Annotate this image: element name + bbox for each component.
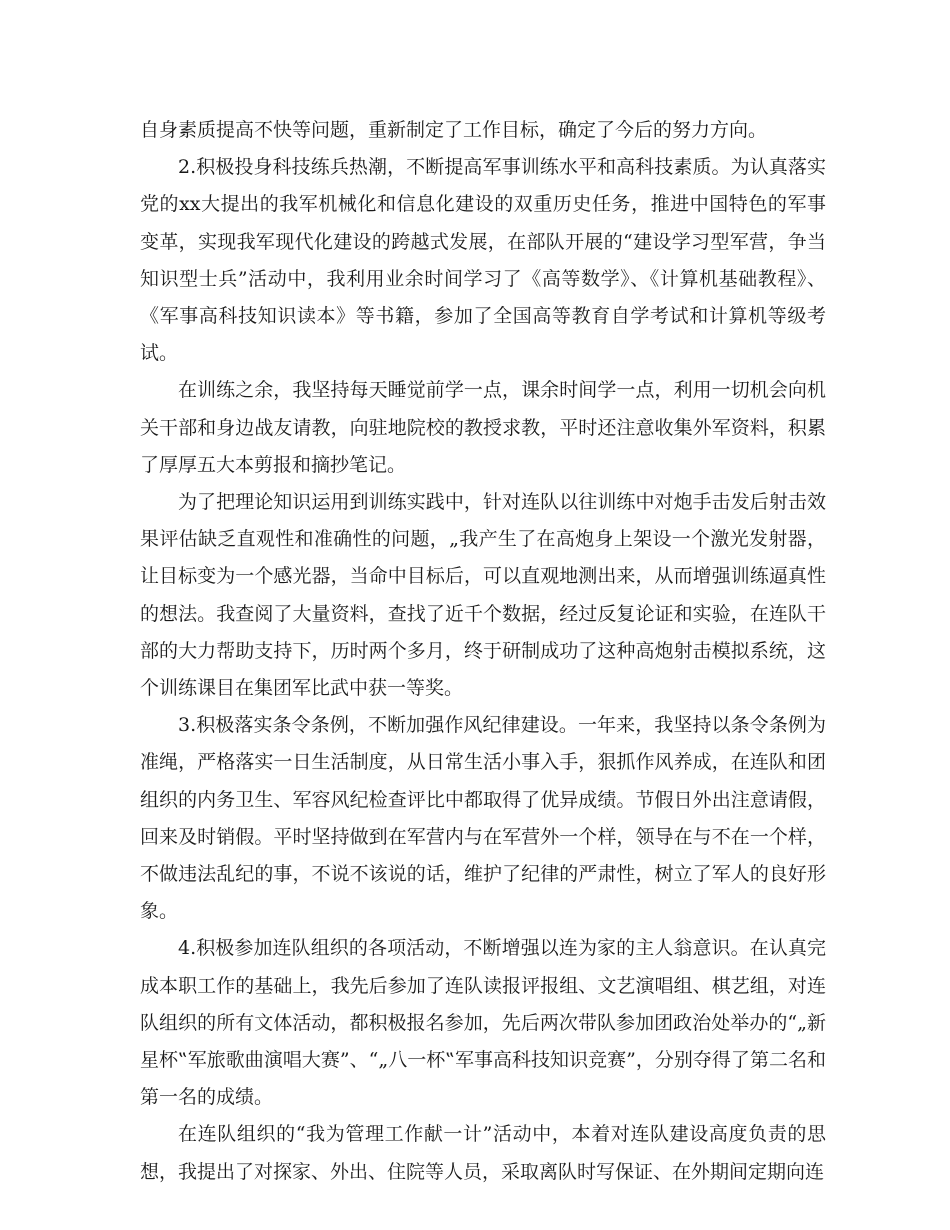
document-body <box>140 112 826 1191</box>
paragraph-6: 4.积极参加连队组织的各项活动，不断增强以连为家的主人翁意识。在认真完成本职工作的基础上，我先后参加了连队读报评报组、文艺演唱组、棋艺组，对连队组织的所有文体活动，都积极报名参加，先后两次带队参加团政治处举办的“„新星杯‟军旅歌曲演唱大赛”、“„八一杯‟军事高科技知识竞赛”，分别夺得了第二名和第一名的成绩。 <box>140 937 826 1109</box>
paragraph-1: 自身素质提高不快等问题，重新制定了工作目标，确定了今后的努力方向。 <box>140 119 768 141</box>
paragraph-2: 2.积极投身科技练兵热潮，不断提高军事训练水平和高科技素质。为认真落实党的xx大提出的我军机械化和信息化建设的双重历史任务，推进中国特色的军事变革，实现我军现代化建设的跨越式发展，在部队开展的“建设学习型军营，争当知识型士兵”活动中，我利用业余时间学习了《高等数学》、《计算机基础教程》、《军事高科技知识读本》等书籍，参加了全国高等教育自学考试和计算机等级考试。 <box>140 156 826 365</box>
paragraph-7: 在连队组织的“我为管理工作献一计”活动中，本着对连队建设高度负责的思想，我提出了对探家、外出、住院等人员，采取离队时写保证、在外期间定期向连 <box>140 1123 826 1183</box>
paragraph-3: 在训练之余，我坚持每天睡觉前学一点，课余时间学一点，利用一切机会向机关干部和身边战友请教，向驻地院校的教授求教，平时还注意收集外军资料，积累了厚厚五大本剪报和摘抄笔记。 <box>140 379 826 476</box>
paragraph-4: 为了把理论知识运用到训练实践中，针对连队以往训练中对炮手击发后射击效果评估缺乏直观性和准确性的问题，„我产生了在高炮身上架设一个激光发射器，让目标变为一个感光器，当命中目标后，可以直观地测出来，从而增强训练逼真性的想法。我查阅了大量资料，查找了近千个数据，经过反复论证和实验，在连队干部的大力帮助支持下，历时两个多月，终于研制成功了这种高炮射击模拟系统，这个训练课目在集团军比武中获一等奖。 <box>140 491 826 700</box>
paragraph-5: 3.积极落实条令条例，不断加强作风纪律建设。一年来，我坚持以条令条例为准绳，严格落实一日生活制度，从日常生活小事入手，狠抓作风养成，在连队和团组织的内务卫生、军容风纪检查评比中都取得了优异成绩。节假日外出注意请假，回来及时销假。平时坚持做到在军营内与在军营外一个样，领导在与不在一个样，不做违法乱纪的事，不说不该说的话，维护了纪律的严肃性，树立了军人的良好形象。 <box>140 714 826 923</box>
